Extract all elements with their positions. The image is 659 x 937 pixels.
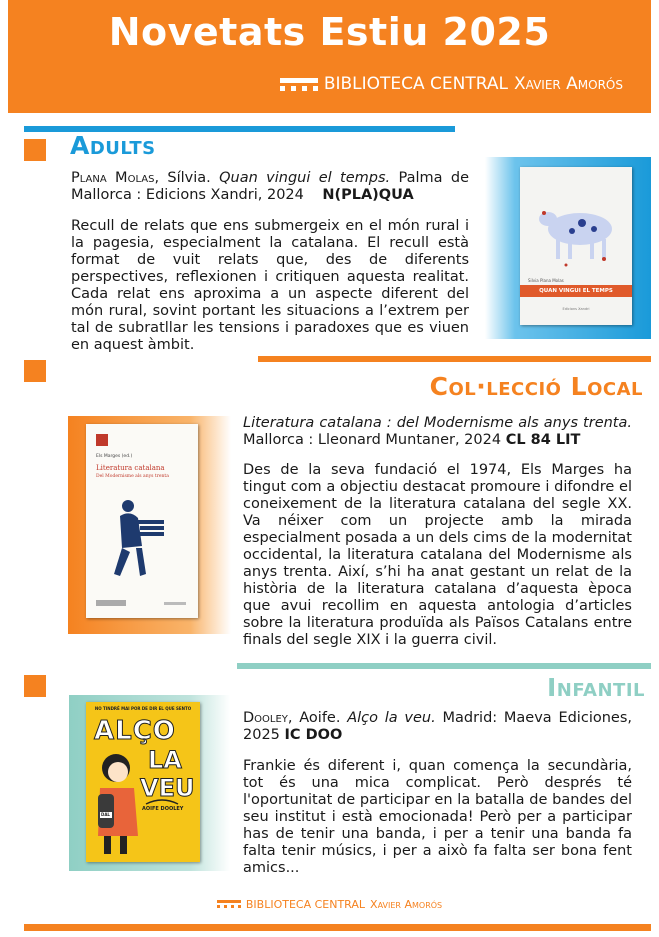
library-name: Xavier Amorós — [514, 74, 623, 94]
section-marker-square — [24, 360, 46, 382]
section-title-adults: Adults — [70, 131, 156, 160]
book-cover-literatura-catalana — [86, 424, 198, 618]
cover-title: Literatura catalana — [96, 464, 165, 472]
cow-illustration — [520, 167, 632, 325]
book-summary: Des de la seva fundació el 1974, Els Marges ha tingut com a objectiu destacat promoure i difondre el coneixement de la literatura catalana del segle XX. Va néixer com un projecte amb la mirada especialment posada a un dels cims de la modernitat occidental, la literatura catalana del Modernisme als anys trenta. Així, s’hi ha anat gestant un relat de la història de la literatura catalana d’aquesta època que avui recollim en aquesta antologia d’articles sobre la literatura produïda als Països Catalans entre finals del segle XIX i la guerra civil. — [243, 462, 632, 648]
page-title: Novetats Estiu 2025 — [108, 10, 551, 54]
library-logo-icon — [217, 899, 241, 910]
cover-title: QUAN VINGUI EL TEMPS — [520, 285, 632, 297]
section-marker-square — [24, 139, 46, 161]
book-reference — [243, 710, 632, 744]
footer-bar — [24, 924, 651, 931]
book-publisher: Palma de Mallorca : Edicions Xandri, 2024 — [71, 170, 469, 203]
library-prefix: BIBLIOTECA CENTRAL — [323, 74, 508, 94]
book-title: Literatura catalana : del Modernisme als anys trenta. — [243, 415, 632, 431]
header-banner — [8, 0, 651, 113]
book-reference — [71, 170, 469, 204]
cover-author: Silvia Plana Molas — [528, 278, 564, 283]
cover-subtitle: Del Modernisme als anys trenta — [96, 474, 169, 479]
book-publisher: Madrid: Maeva Ediciones, 2025 — [243, 710, 632, 743]
book-title: Alço la veu. — [347, 710, 436, 726]
book-call-number: CL 84 LIT — [505, 432, 581, 448]
book-title: Quan vingui el temps. — [219, 170, 391, 186]
book-summary: Recull de relats que ens submergeix en el món rural i la pagesia, especialment la catalana. El recull està format de vuit relats que, des de diferents perspectives, reflexionen i critiquen aquesta realitat. Cada relat ens aproxima a un aspecte diferent del món rural, sovint portant les situacions a l’extrem per tal de subratllar les tensions i paradoxes que es viuen en aquest àmbit. — [71, 218, 469, 353]
book-author: Dooley — [243, 710, 288, 726]
footer-signature — [0, 898, 659, 913]
book-author-first: , Sílvia. — [154, 170, 220, 186]
book-author-first: , Aoife. — [287, 710, 348, 726]
cover-publisher: Edicions Xandri — [562, 307, 590, 311]
section-title-local: Col·lecció Local — [429, 372, 643, 401]
cover-title-3: VEU — [140, 774, 195, 802]
book-call-number: IC DOO — [284, 727, 343, 743]
cover-tagline: NO TINDRÉ MAI POR DE DIR EL QUE SENTO — [94, 706, 192, 711]
section-divider-infantil — [237, 663, 651, 669]
section-divider-local — [258, 356, 651, 362]
girl-illustration — [86, 702, 200, 862]
library-signature — [280, 74, 623, 94]
book-cover-quan-vingui-el-temps — [520, 167, 632, 325]
cover-title-2: LA — [148, 746, 182, 774]
cover-author: AOIFE DOOLEY — [142, 806, 184, 812]
book-author: Plana Molas — [71, 170, 155, 186]
book-summary: Frankie és diferent i, quan comença la secundària, tot és una mica complicat. Però després té l'oportunitat de participar en la batalla de bandes del seu institut i està emocionada! Però per a participar has de tenir una banda, i per a tenir una banda fa falta tenir músics, i per a això fa falta ser bona fent amics... — [243, 758, 632, 876]
section-marker-square — [24, 675, 46, 697]
figure-illustration — [86, 424, 198, 618]
cover-title-1: ALÇO — [94, 716, 176, 746]
book-cover-alco-la-veu — [86, 702, 200, 862]
section-title-infantil: Infantil — [546, 673, 645, 702]
library-logo-icon — [280, 76, 318, 92]
book-publisher: Mallorca : Lleonard Muntaner, 2024 — [243, 432, 506, 448]
cover-editor: Els Marges (ed.) — [96, 454, 133, 459]
footer-library-name: Xavier Amorós — [370, 898, 443, 911]
cover-badge: DAL — [101, 812, 110, 817]
footer-library-prefix: BIBLIOTECA CENTRAL — [245, 898, 366, 911]
book-reference — [243, 415, 632, 449]
book-call-number: N(PLA)QUA — [322, 187, 414, 203]
